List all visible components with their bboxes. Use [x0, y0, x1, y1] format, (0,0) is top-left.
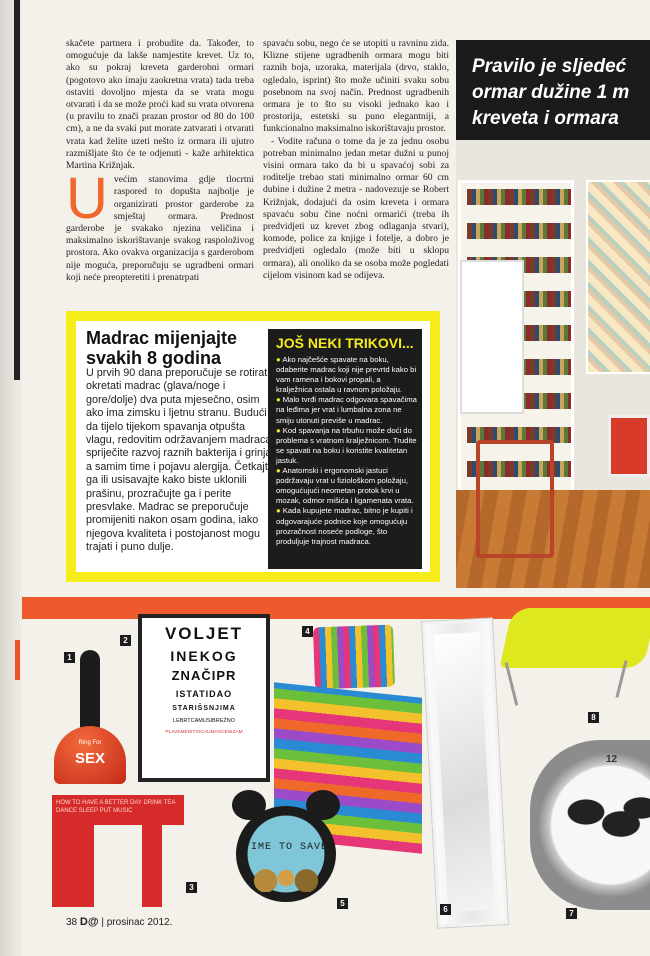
tips-item: ● Kod spavanja na trbuhu može doći do problema s vratnom kralježnicom. Trudite se spavati na boku i koristite kvalitetan jastuk.	[276, 425, 417, 465]
bell-text-small: Ring For	[78, 740, 102, 746]
article-paragraph: - Vodite računa o tome da je za jednu osobu potreban minimalno jedan metar dužni u punoj visini ormara tako da bi u spavaćoj sobi za roditelje trebao stati minimalno ormar 60 cm dubine i dužine 2 metra - nadovezuje se Robert Križnjak, dodajući da osim kreveta i ormara spavaću sobu čine noćni ormarići (treba ih predvidjeti uz krevet zbog odlaganja stvari), komode, police za knjige i fotelje, a dobro je predvidjeti ogledalo (može biti u sklopu ormara), ali onoliko da se osoba može pogledati cijelom visinom kad se odijeva.	[263, 135, 449, 281]
sidebar-heading: Madrac mijenjajte svakih 8 godina	[86, 328, 238, 368]
product-number: 2	[120, 635, 131, 646]
page-footer: 38 D@ | prosinac 2012.	[66, 916, 173, 928]
product-number: 5	[337, 898, 348, 909]
clock-twelve: 12	[606, 754, 618, 765]
article-paragraph: skačete partnera i probudite da. Također, to omogućuje da lakše namjestite krevet. Uz to, ako su pokraj kreveta garderobni ormari (pogotovo ako imaju zaokretna vrata) tada treba ostaviti dovoljno mjesta da se vrata mogu otvarati i da se može proći kad su vrata otvorena (u pravilu to znači prazan prostor od 80 do 100 cm), a ne da svaki put morate zatvarati i otvarati vrata kad želite uzeti nešto iz ormara ili ujutro razmišljate što će te odjenuti - kaže arhitektica Martina Križnjak.	[66, 38, 254, 172]
page-binding	[0, 0, 22, 956]
drop-cap: U	[66, 166, 108, 232]
product-alarm-clock-moneybox	[230, 790, 342, 910]
product-mirror	[422, 618, 508, 927]
product-eyechart-clock: VOLJET INEKOG ZNAČIPR ISTATIDAO STARIŠSNJIMA LEBRTCAMUSIBREŽNO PLAVEMEDITIOCAUMASCENIZAM	[138, 614, 270, 782]
product-number: 6	[440, 904, 451, 915]
product-bell	[52, 650, 128, 790]
bell-text-big: SEX	[74, 750, 105, 767]
product-pillow	[313, 625, 395, 690]
bell-handle	[80, 650, 100, 730]
photo-chair	[476, 440, 554, 558]
product-lounge-chair	[500, 600, 650, 700]
magazine-logo: D@	[79, 916, 99, 928]
banner-line: kreveta i ormara	[472, 108, 619, 129]
moneybox-coins	[252, 864, 320, 892]
product-number: 3	[186, 882, 197, 893]
tips-title: JOŠ NEKI TRIKOVI...	[276, 335, 414, 351]
product-tablecloth	[52, 795, 184, 907]
tips-box	[268, 329, 422, 569]
clock-world-map	[556, 780, 650, 860]
article-column-right	[263, 38, 449, 282]
banner-line: ormar dužine 1 m	[472, 82, 630, 103]
product-number: 4	[302, 626, 313, 637]
tablecloth-text: HOW TO HAVE A BETTER DAY DRINK TEA DANCE SLEEP PUT MUSIC	[56, 800, 176, 814]
photo-picture-frame	[608, 415, 650, 477]
banner-line: Pravilo je sljedeć	[472, 56, 627, 77]
binding-black-bar	[14, 0, 20, 380]
photo-banner	[456, 40, 650, 140]
tips-list	[276, 355, 418, 547]
tips-item: ● Anatomski i ergonomski jastuci podržavaju vrat u fiziološkom položaju, omogućujući neometan protok krvi u mozak, odmor mišića i ligamenata vrata.	[276, 466, 414, 506]
tips-item: ● Kada kupujete madrac, bitno je kupiti i odgovarajuće podnice koje omogućuju prozračnost noseće podloge, što produljuje trajnost madraca.	[276, 506, 413, 546]
moneybox-label: TIME TO SAVE	[243, 842, 328, 853]
issue-date: prosinac 2012.	[106, 917, 173, 928]
article-paragraph: većim stanovima gdje tlocrtni raspored to dopušta najbolje je organizirati prostor garderobe za smještaj ormara. Prednost garderobe je svakako njezina veličina i maksimalno iskorištavanje svakog raspoloživog prostora. Ako ovakva organizacija s garderobom nije moguća, preporučuju se ugradbeni ormari koji neće preopteretiti i prenatrpati	[66, 174, 254, 283]
sidebar-body: U prvih 90 dana preporučuje se rotirati i okretati madrac (glava/noge i gore/dolje) dva puta mjesečno, osim ako ima zimsku i ljetnu stranu. Budući da tijelo tijekom spavanja otpušta vlagu, redovitim održavanjem madraca spriječite razvoj raznih bakterija i grinja, a samim time i pojavu alergija. Četkajte ga ili usisavajte kako biste uklonili prašinu, prozračujte ga i perite presvlake. Madrac se preporučuje promijeniti nakon osam godina, iako njegova kvaliteta i postojanost mogu trajati i puno dulje.	[86, 367, 276, 554]
bedroom-photo	[456, 40, 650, 588]
tips-item: ● Ako najčešće spavate na boku, odaberite madrac koji nije prevrtd kako bi vam ramena i bokovi propali, a kralježnica ostala u ravnom položaju.	[276, 355, 417, 395]
photo-window	[460, 260, 524, 414]
product-world-clock	[530, 740, 650, 910]
product-number: 7	[566, 908, 577, 919]
tips-item: ● Malo tvrđi madrac odgovara spavačima na leđima jer vrat i lumbalna zona ne smiju utonuti previše u madrac.	[276, 395, 417, 425]
product-number: 1	[64, 652, 75, 663]
article-paragraph: spavaću sobu, nego će se utopiti u ravninu zida. Klizne stijene ugradbenih ormara mogu biti raznih boja, uzoraka, materijala (drvo, staklo, ogledalo, isprint) što može učiniti svaku sobu posebnom na svoj način. Prednost ugradbenih ormara je to što su visoki jednako kao i prostorija, estetski su puno elegantniji, a funkcionalno maksimalno iskorištavaju prostor.	[263, 38, 449, 135]
article-column-left	[66, 38, 254, 284]
product-number: 8	[588, 712, 599, 723]
photo-wall-art	[586, 180, 650, 374]
page-number: 38	[66, 917, 78, 928]
binding-orange-mark	[15, 640, 20, 680]
